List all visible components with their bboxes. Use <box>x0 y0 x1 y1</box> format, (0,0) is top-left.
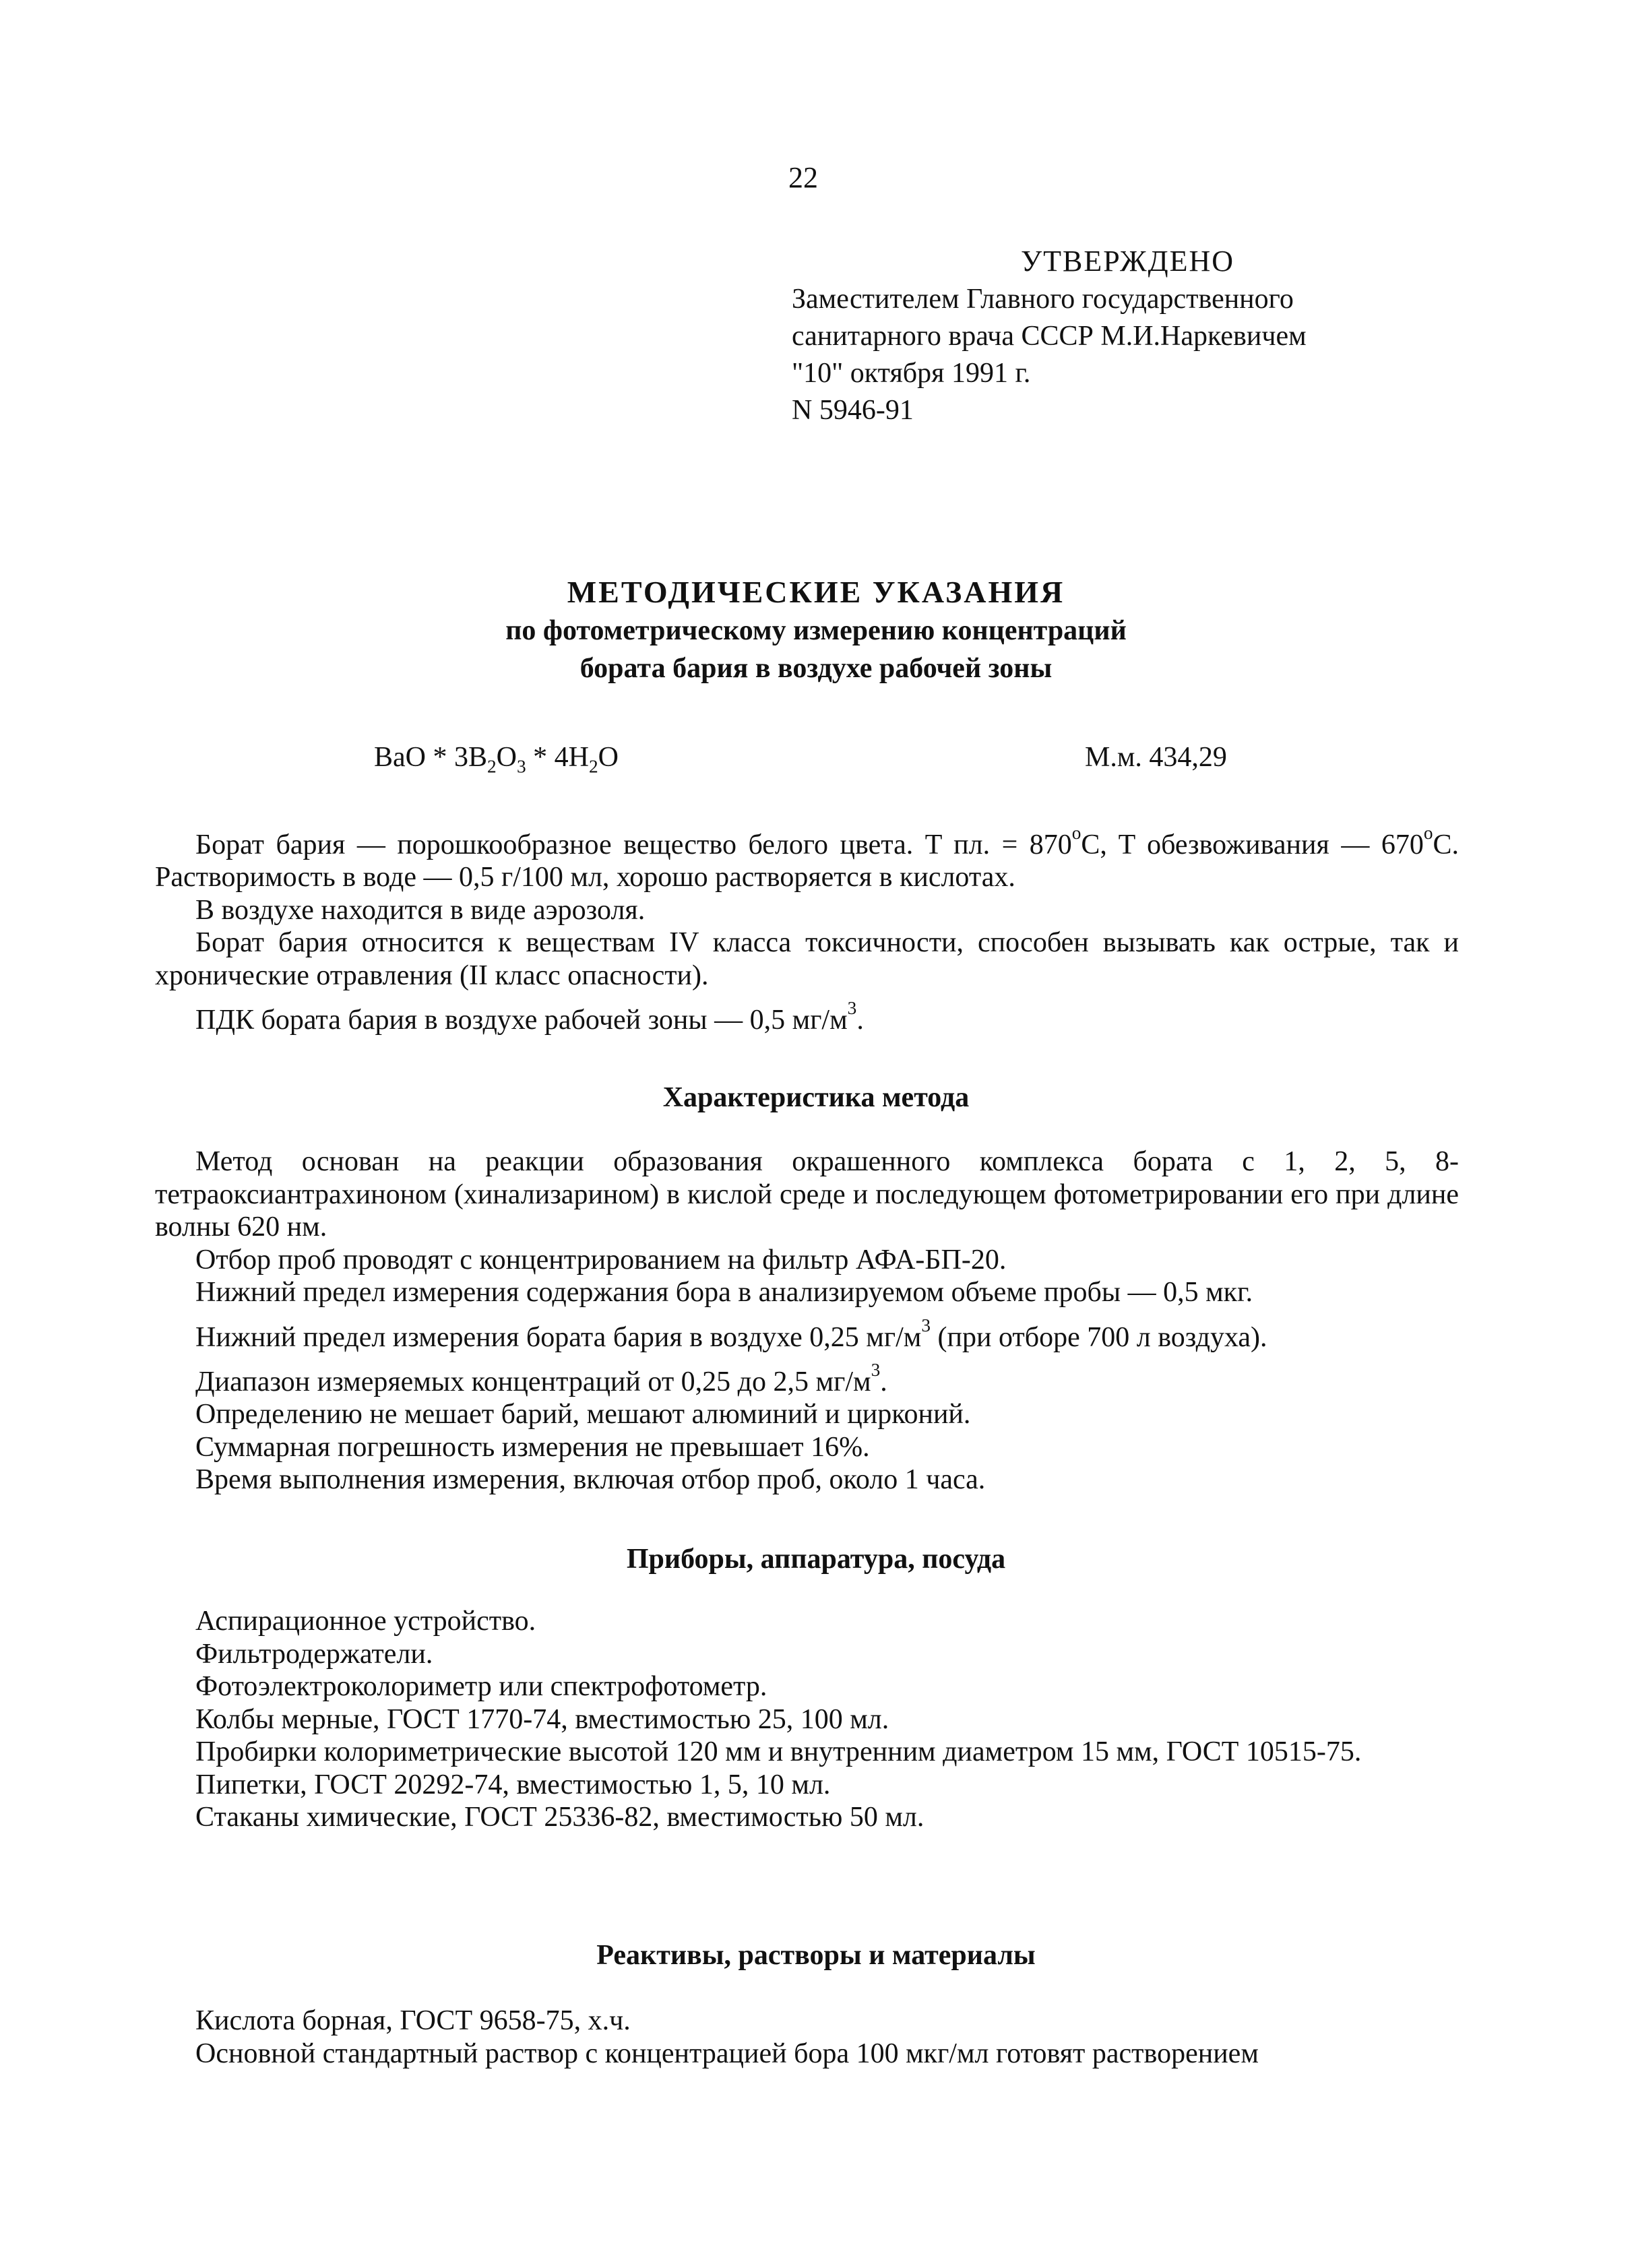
paragraph: Борат бария относится к веществам IV класса токсичности, способен вызывать как острые, так и хронические отравления (II класс опасности). <box>155 927 1459 991</box>
chemical-formula-row <box>374 741 1479 778</box>
paragraph: Аспирационное устройство. <box>195 1606 536 1637</box>
paragraph: Фотоэлектроколориметр или спектрофотометр. <box>195 1671 767 1702</box>
section-heading-equipment: Приборы, аппаратура, посуда <box>626 1544 1006 1575</box>
reagents-section <box>155 2005 1459 2070</box>
paragraph: Фильтродержатели. <box>195 1638 433 1670</box>
paragraph: Борат бария — порошкообразное вещество белого цвета. T пл. = $870^oC$, T обезвоживания — 670$^o$C. Растворимость в воде — 0,5 г/100 мл, хорошо растворяется в кислотах. <box>155 823 1459 893</box>
paragraph: Кислота борная, ГОСТ 9658-75, х.ч. <box>195 2005 631 2036</box>
paragraph: Метод основан на реакции образования окрашенного комплекса бората с 1, 2, 5, 8-тетраоксиантрахиноном (хинализарином) в кислой среде и последующем фотометрировании его при длине волны 620 нм. <box>155 1146 1459 1242</box>
approval-line: Заместителем Главного государственного <box>792 284 1294 315</box>
paragraph: В воздухе находится в виде аэрозоля. <box>195 894 646 926</box>
approval-line: санитарного врача СССР М.И.Наркевичем <box>792 321 1307 352</box>
approval-line: "10" октября 1991 г. <box>792 358 1031 389</box>
paragraph: Основной стандартный раствор с концентрацией бора 100 мкг/мл готовят растворением <box>195 2038 1259 2069</box>
section-heading-method: Характеристика метода <box>662 1082 970 1113</box>
document-title <box>0 573 1632 687</box>
document-title-sub: по фотометрическому измерению концентраций <box>505 615 1127 646</box>
paragraph: Время выполнения измерения, включая отбор проб, около 1 часа. <box>195 1464 986 1496</box>
approval-line: N 5946-91 <box>792 395 914 426</box>
section-heading-reagents: Реактивы, растворы и материалы <box>596 1940 1036 1971</box>
paragraph: Нижний предел измерения содержания бора в анализируемом объеме пробы — 0,5 мкг. <box>195 1277 1253 1308</box>
paragraph: Пробирки колориметрические высотой 120 мм и внутренним диаметром 15 мм, ГОСТ 10515-75. <box>195 1736 1362 1767</box>
paragraph: ПДК бората бария в воздухе рабочей зоны — 0,5 $мг/м^3$. <box>195 998 864 1036</box>
paragraph: Диапазон измеряемых концентраций от 0,25 до 2,5 $мг/м^3$. <box>195 1359 887 1397</box>
molecular-mass: М.м. 434,29 <box>1085 742 1227 773</box>
paragraph: Суммарная погрешность измерения не превышает 16%. <box>195 1431 870 1463</box>
paragraph: Стаканы химические, ГОСТ 25336-82, вместимостью 50 мл. <box>195 1802 924 1833</box>
approval-stamp <box>792 243 1307 429</box>
equipment-section <box>155 1605 1459 1834</box>
approval-title: УТВЕРЖДЕНО <box>1021 245 1235 278</box>
paragraph: Определению не мешает барий, мешают алюминий и цирконий. <box>195 1399 971 1430</box>
chemical-formula: BaO * $3B_2O_3 * 4H_2O$ <box>374 742 619 777</box>
paragraph: Нижний предел измерения бората бария в воздухе 0,25 $мг/м^3$ (при отборе 700 л воздуха). <box>195 1315 1267 1353</box>
document-title-main: МЕТОДИЧЕСКИЕ УКАЗАНИЯ <box>567 575 1065 609</box>
page-number: 22 <box>788 161 818 194</box>
intro-section <box>155 817 1459 1037</box>
paragraph: Отбор проб проводят с концентрированием на фильтр АФА-БП-20. <box>195 1244 1007 1275</box>
method-section <box>155 1145 1459 1497</box>
document-title-sub: бората бария в воздухе рабочей зоны <box>579 653 1053 684</box>
paragraph: Колбы мерные, ГОСТ 1770-74, вместимостью 25, 100 мл. <box>195 1703 889 1735</box>
paragraph: Пипетки, ГОСТ 20292-74, вместимостью 1, 5, 10 мл. <box>195 1769 831 1800</box>
